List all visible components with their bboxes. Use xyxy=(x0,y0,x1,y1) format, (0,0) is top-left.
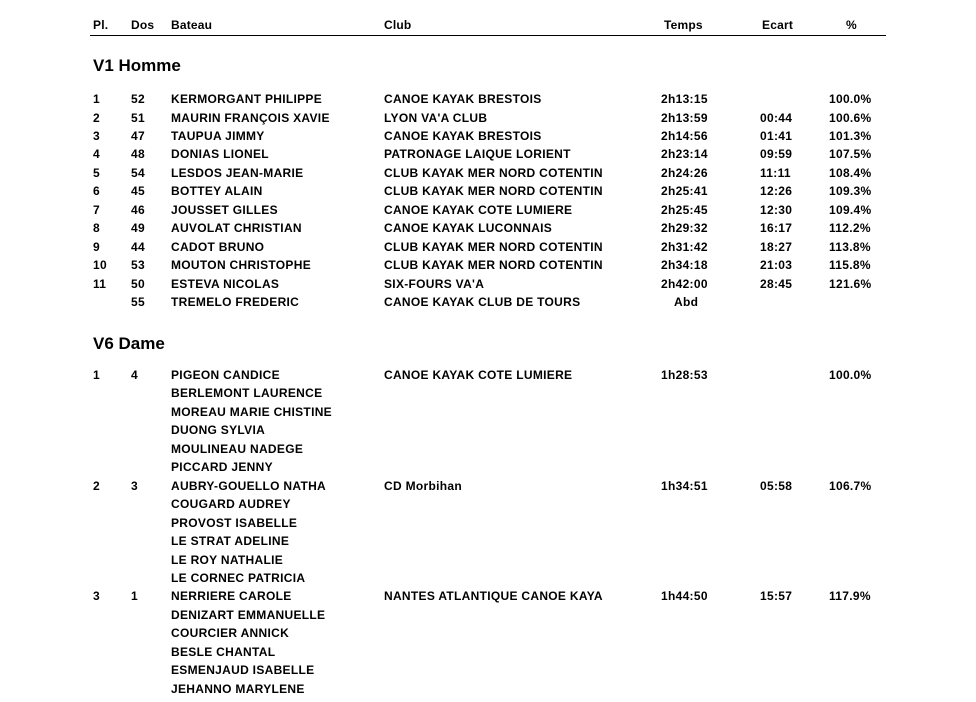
cell-pl: 3 xyxy=(93,128,100,143)
cell-bateau: COURCIER ANNICK xyxy=(171,626,290,641)
cell-ecart: 00:44 xyxy=(760,110,793,125)
cell-bateau: DUONG SYLVIA xyxy=(171,423,266,438)
cell-dos: 54 xyxy=(131,165,145,180)
result-row xyxy=(0,405,976,423)
cell-club: LYON VA'A CLUB xyxy=(384,110,488,125)
result-row xyxy=(0,368,976,386)
cell-club: NANTES ATLANTIQUE CANOE KAYA xyxy=(384,589,603,604)
cell-pl: 1 xyxy=(93,368,100,382)
result-row xyxy=(0,479,976,497)
cell-bateau: CADOT BRUNO xyxy=(171,239,265,254)
result-row xyxy=(0,129,976,147)
cell-bateau: ESTEVA NICOLAS xyxy=(171,276,280,291)
cell-bateau: JOUSSET GILLES xyxy=(171,202,278,217)
cell-dos: 3 xyxy=(131,478,138,493)
cell-pl: 9 xyxy=(93,239,100,254)
cell-temps: 2h42:00 xyxy=(661,276,708,291)
cell-bateau: BESLE CHANTAL xyxy=(171,644,276,659)
result-row xyxy=(0,258,976,276)
cell-bateau: DENIZART EMMANUELLE xyxy=(171,607,326,622)
cell-dos: 47 xyxy=(131,128,145,143)
cell-ecart: 05:58 xyxy=(760,478,793,493)
result-row xyxy=(0,608,976,626)
cell-pl: 3 xyxy=(93,589,100,604)
cell-pct: 107.5% xyxy=(829,147,872,162)
cell-ecart: 09:59 xyxy=(760,147,793,162)
cell-club: CANOE KAYAK CLUB DE TOURS xyxy=(384,294,581,309)
cell-temps: 2h13:59 xyxy=(661,110,708,125)
result-row xyxy=(0,277,976,295)
cell-pct: 100.6% xyxy=(829,110,872,125)
cell-temps: 2h24:26 xyxy=(661,165,708,180)
cell-bateau: AUBRY-GOUELLO NATHA xyxy=(171,478,327,493)
cell-bateau: AUVOLAT CHRISTIAN xyxy=(171,221,302,236)
cell-club: CLUB KAYAK MER NORD COTENTIN xyxy=(384,184,603,199)
cell-pl: 4 xyxy=(93,147,100,162)
column-header xyxy=(0,18,976,36)
cell-dos: 50 xyxy=(131,276,145,291)
result-row xyxy=(0,147,976,165)
header-bateau: Bateau xyxy=(171,18,213,32)
cell-bateau: BOTTEY ALAIN xyxy=(171,184,263,199)
cell-temps: 1h34:51 xyxy=(661,478,708,493)
cell-ecart: 21:03 xyxy=(760,258,793,272)
result-row xyxy=(0,442,976,460)
cell-bateau: DONIAS LIONEL xyxy=(171,147,269,162)
cell-bateau: MAURIN FRANÇOIS XAVIE xyxy=(171,110,330,125)
cell-club: CLUB KAYAK MER NORD COTENTIN xyxy=(384,165,603,180)
cell-pct: 109.4% xyxy=(829,202,872,217)
cell-pct: 117.9% xyxy=(829,589,871,604)
cell-pl: 6 xyxy=(93,184,100,199)
cell-dos: 46 xyxy=(131,202,145,217)
cell-temps: 2h34:18 xyxy=(661,258,708,272)
cell-pl: 7 xyxy=(93,202,100,217)
cell-club: PATRONAGE LAIQUE LORIENT xyxy=(384,147,571,162)
cell-club: CLUB KAYAK MER NORD COTENTIN xyxy=(384,239,603,254)
cell-bateau: LE ROY NATHALIE xyxy=(171,552,284,567)
cell-temps: 2h31:42 xyxy=(661,239,708,254)
cell-dos: 51 xyxy=(131,110,145,125)
result-row xyxy=(0,295,976,313)
result-row xyxy=(0,682,976,700)
cell-bateau: LESDOS JEAN-MARIE xyxy=(171,165,304,180)
result-row xyxy=(0,221,976,239)
cell-temps: 1h44:50 xyxy=(661,589,708,604)
cell-club: CANOE KAYAK COTE LUMIERE xyxy=(384,368,573,382)
result-row xyxy=(0,497,976,515)
result-row xyxy=(0,553,976,571)
cell-bateau: BERLEMONT LAURENCE xyxy=(171,386,323,401)
cell-pct: 101.3% xyxy=(829,128,872,143)
header-temps: Temps xyxy=(664,18,703,32)
cell-pl: 5 xyxy=(93,165,100,180)
cell-pct: 108.4% xyxy=(829,165,872,180)
result-row xyxy=(0,92,976,110)
cell-ecart: 12:30 xyxy=(760,202,793,217)
cell-dos: 49 xyxy=(131,221,145,236)
cell-pct: 106.7% xyxy=(829,478,872,493)
cell-bateau: MOUTON CHRISTOPHE xyxy=(171,258,312,272)
result-row xyxy=(0,423,976,441)
result-row xyxy=(0,460,976,478)
cell-bateau: JEHANNO MARYLENE xyxy=(171,681,305,696)
header-pl: Pl. xyxy=(93,18,109,32)
cell-dos: 1 xyxy=(131,589,138,604)
result-row xyxy=(0,516,976,534)
cell-ecart: 16:17 xyxy=(760,221,793,236)
cell-dos: 52 xyxy=(131,92,145,106)
cell-ecart: 15:57 xyxy=(760,589,793,604)
cell-dos: 48 xyxy=(131,147,145,162)
section-title: V1 Homme xyxy=(93,56,181,75)
cell-ecart: 11:11 xyxy=(760,165,791,180)
header-club: Club xyxy=(384,18,412,32)
cell-temps: 2h23:14 xyxy=(661,147,708,162)
cell-pl: 2 xyxy=(93,110,100,125)
header-ecart: Ecart xyxy=(762,18,794,32)
result-row xyxy=(0,589,976,607)
header-pct: % xyxy=(846,18,857,32)
cell-temps: 2h14:56 xyxy=(661,128,708,143)
cell-club: CLUB KAYAK MER NORD COTENTIN xyxy=(384,258,603,272)
cell-dos: 44 xyxy=(131,239,145,254)
result-row xyxy=(0,645,976,663)
result-row xyxy=(0,184,976,202)
cell-dos: 4 xyxy=(131,368,138,382)
cell-club: CANOE KAYAK BRESTOIS xyxy=(384,128,542,143)
cell-pl: 1 xyxy=(93,92,100,106)
cell-club: CANOE KAYAK BRESTOIS xyxy=(384,92,542,106)
cell-club: SIX-FOURS VA'A xyxy=(384,276,485,291)
cell-pct: 112.2% xyxy=(829,221,871,236)
cell-club: CANOE KAYAK LUCONNAIS xyxy=(384,221,553,236)
header-dos: Dos xyxy=(131,18,155,32)
cell-bateau: PROVOST ISABELLE xyxy=(171,515,298,530)
cell-bateau: PICCARD JENNY xyxy=(171,460,273,475)
cell-temps: 2h25:41 xyxy=(661,184,708,199)
cell-bateau: NERRIERE CAROLE xyxy=(171,589,292,604)
cell-bateau: TAUPUA JIMMY xyxy=(171,128,265,143)
cell-pct: 113.8% xyxy=(829,239,871,254)
cell-ecart: 28:45 xyxy=(760,276,793,291)
cell-pct: 115.8% xyxy=(829,258,871,272)
result-row xyxy=(0,111,976,129)
cell-pct: 100.0% xyxy=(829,368,872,382)
cell-bateau: MOREAU MARIE CHISTINE xyxy=(171,404,332,419)
cell-temps: Abd xyxy=(674,294,699,309)
result-row xyxy=(0,626,976,644)
cell-pl: 10 xyxy=(93,258,107,272)
cell-temps: 2h25:45 xyxy=(661,202,708,217)
result-row xyxy=(0,240,976,258)
cell-temps: 2h13:15 xyxy=(661,92,708,106)
cell-dos: 55 xyxy=(131,294,145,309)
cell-club: CD Morbihan xyxy=(384,478,462,493)
cell-pl: 2 xyxy=(93,478,100,493)
cell-club: CANOE KAYAK COTE LUMIERE xyxy=(384,202,573,217)
cell-ecart: 01:41 xyxy=(760,128,793,143)
cell-temps: 2h29:32 xyxy=(661,221,708,236)
cell-bateau: LE CORNEC PATRICIA xyxy=(171,571,306,585)
cell-dos: 53 xyxy=(131,258,145,272)
cell-bateau: LE STRAT ADELINE xyxy=(171,534,290,548)
result-row xyxy=(0,571,976,589)
result-row xyxy=(0,386,976,404)
cell-bateau: MOULINEAU NADEGE xyxy=(171,441,304,456)
cell-pl: 11 xyxy=(93,276,107,291)
cell-dos: 45 xyxy=(131,184,145,199)
section-title: V6 Dame xyxy=(93,334,165,353)
result-row xyxy=(0,663,976,681)
result-row xyxy=(0,203,976,221)
cell-pct: 100.0% xyxy=(829,92,872,106)
header-divider xyxy=(90,35,886,36)
result-row xyxy=(0,166,976,184)
result-row xyxy=(0,534,976,552)
cell-bateau: COUGARD AUDREY xyxy=(171,497,291,512)
cell-bateau: KERMORGANT PHILIPPE xyxy=(171,92,323,106)
cell-bateau: ESMENJAUD ISABELLE xyxy=(171,663,315,678)
cell-bateau: TREMELO FREDERIC xyxy=(171,294,300,309)
cell-pct: 109.3% xyxy=(829,184,872,199)
cell-pct: 121.6% xyxy=(829,276,872,291)
cell-bateau: PIGEON CANDICE xyxy=(171,368,280,382)
cell-ecart: 18:27 xyxy=(760,239,793,254)
cell-pl: 8 xyxy=(93,221,100,236)
cell-temps: 1h28:53 xyxy=(661,368,708,382)
cell-ecart: 12:26 xyxy=(760,184,793,199)
